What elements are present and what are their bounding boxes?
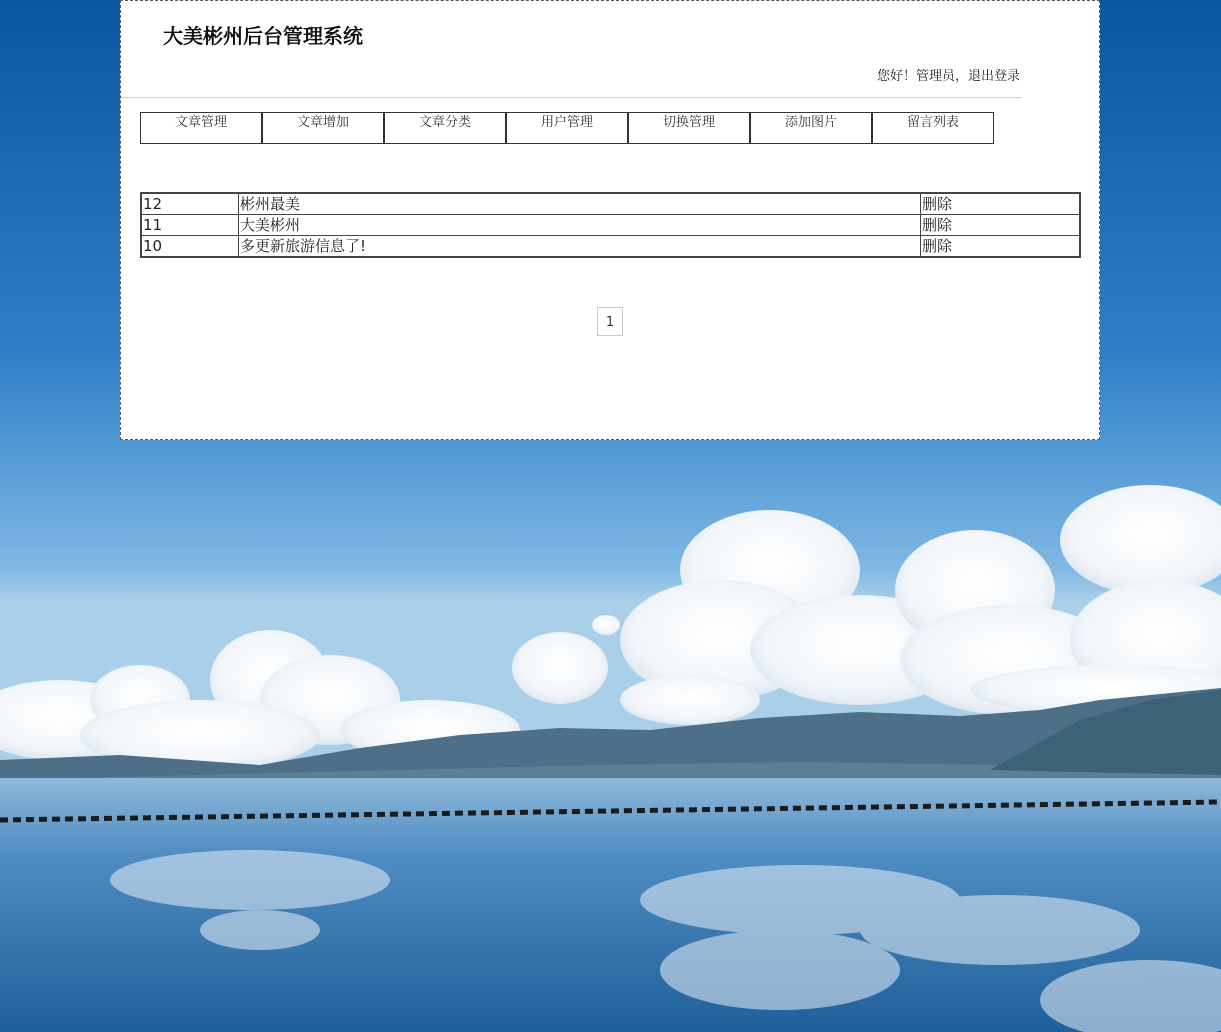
nav-item-message-list[interactable]: 留言列表: [872, 112, 994, 144]
user-bar: [877, 65, 1020, 84]
table-row: [141, 215, 1080, 236]
nav-item-user-management[interactable]: 用户管理: [506, 112, 628, 144]
main-nav: [140, 112, 994, 144]
delete-link[interactable]: 删除: [922, 216, 953, 234]
action-cell: [921, 236, 1081, 258]
article-table: [140, 192, 1081, 258]
action-cell: [921, 193, 1081, 215]
nav-item-add-article[interactable]: 文章增加: [262, 112, 384, 144]
article-title: 彬州最美: [239, 193, 921, 215]
table-row: [141, 193, 1080, 215]
table-row: [141, 236, 1080, 258]
article-id: 10: [141, 236, 239, 258]
greeting-text: 您好！管理员，: [876, 69, 968, 84]
header-divider: [121, 97, 1021, 98]
action-cell: [921, 215, 1081, 236]
delete-link[interactable]: 删除: [922, 237, 953, 255]
article-id: 11: [141, 215, 239, 236]
nav-item-article-management[interactable]: 文章管理: [140, 112, 262, 144]
admin-panel: [120, 0, 1100, 440]
article-id: 12: [141, 193, 239, 215]
nav-item-article-category[interactable]: 文章分类: [384, 112, 506, 144]
site-title: 大美彬州后台管理系统: [163, 24, 363, 48]
pagination-page-button[interactable]: 1: [597, 307, 623, 336]
delete-link[interactable]: 删除: [922, 195, 953, 213]
nav-item-add-image[interactable]: 添加图片: [750, 112, 872, 144]
nav-item-slide-management[interactable]: 切换管理: [628, 112, 750, 144]
logout-link[interactable]: 退出登录: [967, 69, 1020, 84]
article-title: 大美彬州: [239, 215, 921, 236]
article-title: 多更新旅游信息了!: [239, 236, 921, 258]
